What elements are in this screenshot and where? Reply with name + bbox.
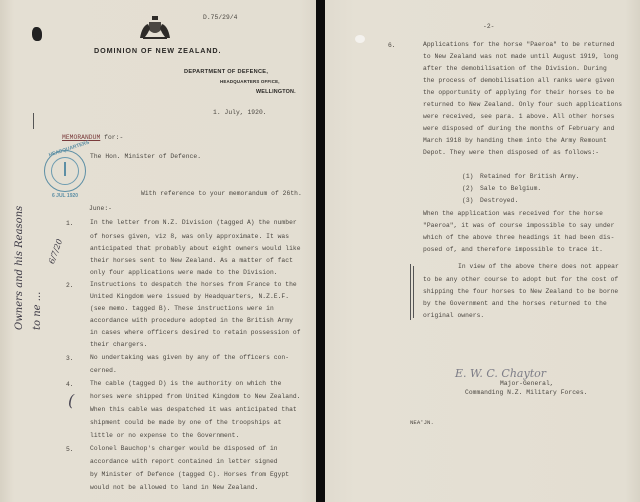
- para-2-number: 2.: [66, 282, 74, 289]
- letter-date: 1. July, 1920.: [213, 109, 267, 116]
- para-4-line: horses were shipped from United Kingdom to New Zealand.: [90, 393, 301, 400]
- para-6-line: the process of demobilisation all ranks were given: [423, 77, 615, 84]
- para-4-line: shipment could be made by one of the troopships at: [90, 419, 282, 426]
- conclusion-line: to be any other course to adopt but for the cost of: [423, 276, 619, 283]
- letterhead-city: WELLINGTON.: [256, 89, 296, 95]
- para-6-line: were received, see para. 1 above. All other horses: [423, 113, 615, 120]
- para-6-line: March 1918 by handing them into the Army Remount: [423, 137, 607, 144]
- para-6-line: to New Zealand was not made until August 1919, long: [423, 53, 619, 60]
- ink-blot: [32, 27, 42, 41]
- para-1-line: In the letter from N.Z. Division (tagged A) the number: [90, 219, 297, 226]
- para-4-number: 4.: [66, 381, 74, 388]
- disposal-item-number: (2): [462, 185, 474, 192]
- page-number: -2-: [483, 23, 495, 30]
- stamp-emblem-icon: [64, 162, 66, 176]
- margin-line: [413, 266, 414, 318]
- para-5-line: accordance with report contained in letter signed: [90, 458, 278, 465]
- para-1-line: anticipated that probably about eight owners would like: [90, 245, 301, 252]
- para-1-line: only four applications were made to the Division.: [90, 269, 278, 276]
- after-list-line: When the application was received for the horse: [423, 210, 603, 217]
- intro-line-2: June:-: [89, 205, 112, 212]
- para-2-line: United Kingdom were issued by Headquarters, N.Z.E.F.: [90, 293, 290, 300]
- margin-line: [410, 264, 411, 320]
- para-4-line: When this cable was despatched it was anticipated that: [90, 406, 297, 413]
- addressee: The Hon. Minister of Defence.: [90, 153, 202, 160]
- para-2-line: their chargers.: [90, 341, 148, 348]
- para-5-number: 5.: [66, 446, 74, 453]
- disposal-item-text: Sale to Belgium.: [480, 185, 542, 192]
- margin-mark: [33, 113, 34, 129]
- file-reference: D.75/29/4: [203, 14, 238, 21]
- disposal-item-number: (3): [462, 197, 474, 204]
- conclusion-line: by the Government and the horses returned to the: [423, 300, 607, 307]
- para-1-line: of horses given, viz 8, was only approximate. It was: [90, 233, 290, 240]
- conclusion-line: In view of the above there does not appear: [458, 263, 619, 270]
- para-6-line: Depot. They were then disposed of as follows:-: [423, 149, 600, 156]
- memo-heading: [62, 135, 123, 141]
- conclusion-line: shipping the four horses to New Zealand to be borne: [423, 288, 619, 295]
- para-2-line: (see memo. tagged B). These instructions were in: [90, 305, 274, 312]
- margin-initials: 6/7/20: [47, 237, 65, 266]
- conclusion-line: original owners.: [423, 312, 485, 319]
- disposal-item-number: (1): [462, 173, 474, 180]
- stamp-date: 6 JUL 1920: [52, 193, 79, 199]
- disposal-item-text: Retained for British Army.: [480, 173, 580, 180]
- para-5-line: by Minister of Defence (tagged C). Horses from Egypt: [90, 471, 290, 478]
- signatory-rank: Major-General,: [500, 380, 554, 387]
- right-page: [325, 0, 640, 502]
- para-2-line: accordance with procedure adopted in the British Army: [90, 317, 293, 324]
- letterhead-title: DOMINION OF NEW ZEALAND.: [94, 46, 222, 55]
- typist-reference: NEA'JN.: [410, 419, 434, 426]
- para-6-line: after the demobilisation of the Division. During: [423, 65, 607, 72]
- margin-note-line-1: Owners and his Reasons: [14, 205, 25, 330]
- para-4-line: little or no expense to the Government.: [90, 432, 240, 439]
- letterhead-office: HEADQUARTERS OFFICE,: [220, 79, 280, 84]
- paper-hole: [355, 35, 365, 43]
- after-list-line: which of the above three headings it had been dis-: [423, 234, 615, 241]
- memo-for: for:-: [100, 134, 124, 141]
- intro-line-1: With reference to your memorandum of 26th.: [141, 190, 302, 197]
- para-6-line: the opportunity of applying for their horses to be: [423, 89, 615, 96]
- para-1-line: their horses sent to New Zealand. As a matter of fact: [90, 257, 293, 264]
- para-6-line: returned to New Zealand. Only four such applications: [423, 101, 623, 108]
- letterhead-department: DEPARTMENT OF DEFENCE,: [184, 69, 269, 75]
- para-4-line: The cable (tagged D) is the authority on which the: [90, 380, 282, 387]
- para-5-line: would not be allowed to land in New Zealand.: [90, 484, 259, 491]
- memo-label: MEMORANDUM: [62, 134, 101, 141]
- signature: E. W. C. Chaytor: [455, 367, 546, 380]
- para-2-line: in cases where officers desired to retain possession of: [90, 329, 301, 336]
- after-list-line: posed of, and therefore impossible to trace it.: [423, 246, 603, 253]
- headquarters-stamp: [44, 150, 86, 192]
- para-6-line: were disposed of during the months of February and: [423, 125, 615, 132]
- stamp-title: HEADQUARTERS: [48, 139, 91, 159]
- para-3-number: 3.: [66, 355, 74, 362]
- para-3-line: No undertaking was given by any of the officers con-: [90, 354, 290, 361]
- left-page: [0, 0, 316, 502]
- margin-bracket-mark: (: [68, 391, 75, 410]
- para-6-number: 6.: [388, 42, 396, 49]
- coat-of-arms-icon: [137, 14, 173, 40]
- para-2-line: Instructions to despatch the horses from France to the: [90, 281, 297, 288]
- signatory-command: Commanding N.Z. Military Forces.: [465, 389, 588, 396]
- after-list-line: "Paeroa", it was of course impossible to say under: [423, 222, 615, 229]
- para-3-line: cerned.: [90, 367, 117, 374]
- para-6-line: Applications for the horse "Paeroa" to be returned: [423, 41, 615, 48]
- margin-note-line-2: to ne ...: [32, 291, 43, 330]
- disposal-item-text: Destroyed.: [480, 197, 519, 204]
- para-5-line: Colonel Bauchop's charger would be disposed of in: [90, 445, 278, 452]
- para-1-number: 1.: [66, 220, 74, 227]
